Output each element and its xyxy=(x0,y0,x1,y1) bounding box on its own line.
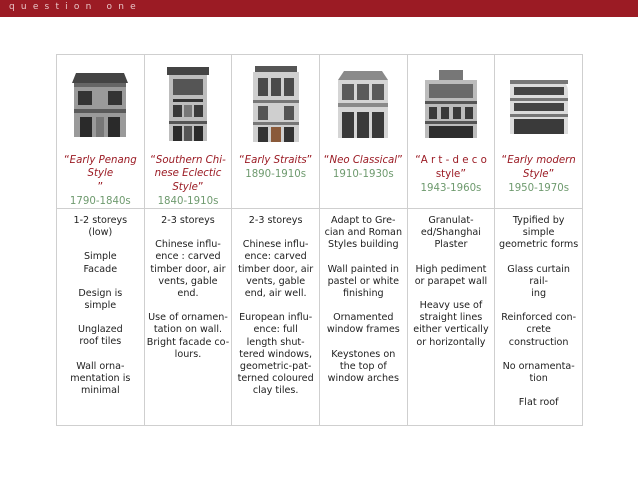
feature-text: No ornamenta- tion xyxy=(502,360,575,385)
cell-features-neo-classical xyxy=(319,209,407,426)
style-name-text: Early modern Style xyxy=(507,155,576,180)
close-quote: ” xyxy=(460,167,467,180)
feature-text: Flat roof xyxy=(518,397,559,409)
feature-text: Reinforced con- crete construction xyxy=(501,312,577,348)
early-straits-shophouse-image xyxy=(249,64,303,144)
feature-text: Keystones on the top of window arches xyxy=(327,348,399,385)
style-period: 1910-1930s xyxy=(332,169,394,180)
style-name xyxy=(497,153,580,181)
cell-name-neo-classical xyxy=(319,153,407,209)
open-quote: “ xyxy=(415,153,421,166)
feature-text: European influ- ence: full length shut- tered windows, geometric-pat- terned coloured clay tiles. xyxy=(237,312,314,397)
feature-text: Chinese influ- ence : carved timber door, air vents, gable end. xyxy=(150,239,226,300)
image-row xyxy=(57,55,583,154)
style-name-text: Southern Chi-nese Eclectic Style xyxy=(154,155,226,193)
feature-text: 1-2 storeys (low) xyxy=(73,215,128,239)
style-period: 1943-1960s xyxy=(420,183,482,194)
cell-name-early-modern xyxy=(495,153,583,209)
style-period: 1790-1840s xyxy=(69,196,131,207)
feature-text: High pediment or parapet wall xyxy=(414,263,488,287)
feature-text: Chinese influ- ence: carved timber door, air vents, gable end, air well. xyxy=(238,239,314,300)
open-quote: “ xyxy=(501,153,508,166)
cell-features-art-deco xyxy=(407,209,495,426)
open-quote: “ xyxy=(238,153,245,166)
close-quote: ” xyxy=(548,167,555,180)
close-quote: ” xyxy=(306,153,313,166)
style-name xyxy=(59,153,142,194)
cell-features-early-modern xyxy=(495,209,583,426)
style-period: 1890-1910s xyxy=(245,169,307,180)
feature-text: Granulat- ed/Shanghai Plaster xyxy=(420,215,481,251)
feature-text: Unglazed roof tiles xyxy=(77,324,123,348)
southern-chinese-shophouse-image xyxy=(163,65,213,143)
style-period: 1840-1910s xyxy=(157,196,219,207)
cell-image-southern-chinese xyxy=(144,55,232,154)
feature-text: 2-3 storeys xyxy=(248,215,303,226)
cell-name-early-straits xyxy=(232,153,320,209)
page-title: question one xyxy=(9,2,142,12)
style-name-text: Early Straits xyxy=(244,155,307,166)
style-name xyxy=(322,153,405,167)
style-name xyxy=(147,153,230,194)
feature-text: Typified by simple geometric forms xyxy=(499,215,579,251)
header-bar xyxy=(0,0,638,17)
cell-features-southern-chinese xyxy=(144,209,232,426)
style-name-text: Early Penang Style xyxy=(69,155,137,179)
feature-text: Ornamented window frames xyxy=(326,312,400,336)
cell-image-neo-classical xyxy=(319,55,407,154)
feature-text: Wall painted in pastel or white finishing xyxy=(327,263,400,300)
feature-text: Use of ornamen- tation on wall. Bright facade co- lours. xyxy=(146,312,230,360)
cell-image-art-deco xyxy=(407,55,495,154)
cell-image-early-modern xyxy=(495,55,583,154)
cell-name-art-deco xyxy=(407,153,495,209)
neo-classical-shophouse-image xyxy=(334,68,392,140)
name-row xyxy=(57,153,583,209)
close-quote: ” xyxy=(397,153,403,166)
close-quote: ” xyxy=(197,180,204,193)
style-period: 1950-1970s xyxy=(508,183,570,194)
early-penang-shophouse-image xyxy=(70,69,130,139)
open-quote: “ xyxy=(323,153,330,166)
style-name xyxy=(410,153,493,181)
style-name-text: Neo Classical xyxy=(329,155,398,166)
cell-features-early-penang xyxy=(57,209,145,426)
cell-name-early-penang xyxy=(57,153,145,209)
feature-text: Design is simple xyxy=(78,287,123,312)
shophouse-styles-table xyxy=(56,54,583,426)
style-name xyxy=(234,153,317,167)
early-modern-shophouse-image xyxy=(506,72,572,136)
cell-name-southern-chinese xyxy=(144,153,232,209)
feature-text: Adapt to Gre- cian and Roman Styles building xyxy=(324,215,403,251)
feature-text: 2-3 storeys xyxy=(161,215,215,226)
cell-image-early-penang xyxy=(57,55,145,154)
open-quote: “ xyxy=(63,153,70,166)
style-name-text: A r t - d e c o style xyxy=(420,155,487,180)
feature-text: Heavy use of straight lines either vertically or horizontally xyxy=(413,300,489,348)
features-row xyxy=(57,209,583,426)
art-deco-shophouse-image xyxy=(421,68,481,140)
cell-features-early-straits xyxy=(232,209,320,426)
feature-text: Simple Facade xyxy=(83,251,118,275)
feature-text: Wall orna- mentation is minimal xyxy=(70,360,131,397)
close-quote: ” xyxy=(97,180,104,193)
cell-image-early-straits xyxy=(232,55,320,154)
feature-text: Glass curtain rail- ing xyxy=(507,263,570,300)
open-quote: “ xyxy=(150,153,156,166)
